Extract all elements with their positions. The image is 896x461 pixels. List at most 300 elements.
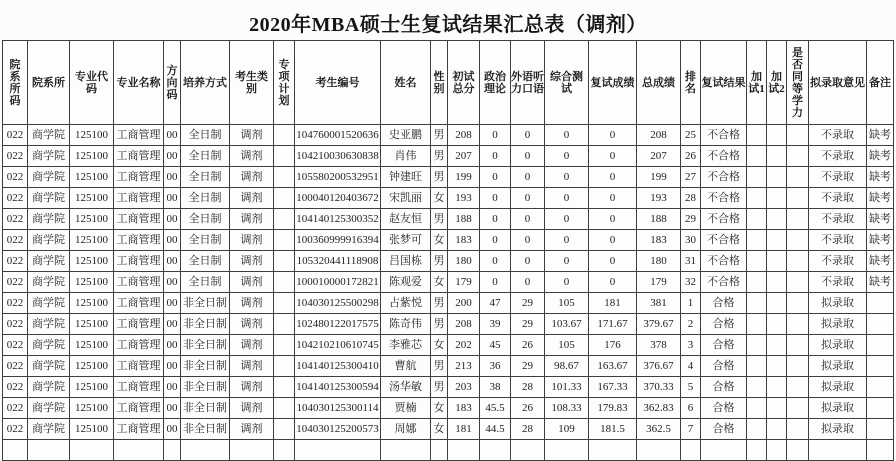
cell: 拟录取 (809, 314, 867, 335)
cell (28, 440, 70, 461)
cell: 调剂 (230, 272, 274, 293)
cell: 非全日制 (181, 377, 230, 398)
cell: 商学院 (28, 272, 70, 293)
cell: 32 (681, 272, 701, 293)
cell: 男 (431, 146, 448, 167)
cell: 陈奇伟 (381, 314, 431, 335)
cell: 0 (589, 125, 637, 146)
column-header: 院系所码 (3, 41, 28, 125)
cell (767, 398, 787, 419)
cell: 202 (448, 335, 480, 356)
cell (867, 293, 894, 314)
cell: 208 (448, 314, 480, 335)
cell (767, 356, 787, 377)
cell: 拟录取 (809, 419, 867, 440)
cell: 171.67 (589, 314, 637, 335)
cell (274, 335, 295, 356)
cell: 105320441118908 (295, 251, 381, 272)
cell (787, 146, 809, 167)
cell: 工商管理 (114, 377, 164, 398)
cell: 180 (637, 251, 681, 272)
cell: 00 (164, 251, 181, 272)
cell: 0 (589, 230, 637, 251)
cell: 2 (681, 314, 701, 335)
cell: 0 (545, 146, 589, 167)
cell (681, 440, 701, 461)
column-header: 姓名 (381, 41, 431, 125)
cell: 0 (545, 209, 589, 230)
cell (274, 419, 295, 440)
cell: 3 (681, 335, 701, 356)
cell: 104030125200573 (295, 419, 381, 440)
cell (787, 335, 809, 356)
cell: 103.67 (545, 314, 589, 335)
cell (787, 272, 809, 293)
cell (274, 209, 295, 230)
column-header: 性别 (431, 41, 448, 125)
cell: 022 (3, 167, 28, 188)
cell: 167.33 (589, 377, 637, 398)
cell: 100040120403672 (295, 188, 381, 209)
cell: 125100 (70, 356, 114, 377)
cell (767, 209, 787, 230)
cell: 00 (164, 377, 181, 398)
cell: 张梦可 (381, 230, 431, 251)
table-row (3, 356, 894, 377)
cell: 022 (3, 188, 28, 209)
cell: 调剂 (230, 314, 274, 335)
cell (114, 440, 164, 461)
cell: 男 (431, 377, 448, 398)
cell: 188 (637, 209, 681, 230)
cell: 00 (164, 335, 181, 356)
cell: 45.5 (480, 398, 511, 419)
cell: 0 (511, 146, 545, 167)
cell: 工商管理 (114, 419, 164, 440)
cell: 207 (448, 146, 480, 167)
cell: 工商管理 (114, 356, 164, 377)
cell: 0 (480, 188, 511, 209)
table-row (3, 314, 894, 335)
cell: 36 (480, 356, 511, 377)
cell (787, 398, 809, 419)
cell: 125100 (70, 335, 114, 356)
cell (274, 251, 295, 272)
cell (274, 167, 295, 188)
cell: 商学院 (28, 293, 70, 314)
table-row (3, 125, 894, 146)
cell: 362.83 (637, 398, 681, 419)
cell: 00 (164, 125, 181, 146)
cell: 208 (448, 125, 480, 146)
table-row (3, 251, 894, 272)
page-title: 2020年MBA硕士生复试结果汇总表（调剂） (249, 14, 647, 36)
cell: 钟建旺 (381, 167, 431, 188)
column-header: 初试总分 (448, 41, 480, 125)
cell: 贾楠 (381, 398, 431, 419)
cell: 0 (511, 251, 545, 272)
cell: 缺考 (867, 188, 894, 209)
cell (747, 125, 767, 146)
cell (747, 251, 767, 272)
cell (747, 335, 767, 356)
table-row-partial (3, 440, 894, 461)
cell: 022 (3, 356, 28, 377)
cell: 200 (448, 293, 480, 314)
column-header: 复试成绩 (589, 41, 637, 125)
cell: 调剂 (230, 419, 274, 440)
cell: 0 (480, 125, 511, 146)
cell: 不合格 (701, 146, 747, 167)
cell: 工商管理 (114, 335, 164, 356)
cell: 调剂 (230, 398, 274, 419)
cell: 0 (480, 167, 511, 188)
cell: 102480122017575 (295, 314, 381, 335)
cell (747, 272, 767, 293)
cell: 0 (511, 125, 545, 146)
cell (767, 314, 787, 335)
table-row (3, 146, 894, 167)
cell: 周娜 (381, 419, 431, 440)
cell (747, 419, 767, 440)
cell: 104210210610745 (295, 335, 381, 356)
cell: 104140125300594 (295, 377, 381, 398)
cell (787, 167, 809, 188)
column-header: 排名 (681, 41, 701, 125)
cell: 125100 (70, 293, 114, 314)
cell: 98.67 (545, 356, 589, 377)
cell: 44.5 (480, 419, 511, 440)
cell: 工商管理 (114, 125, 164, 146)
column-header: 加试1 (747, 41, 767, 125)
cell (747, 314, 767, 335)
cell: 合格 (701, 335, 747, 356)
cell: 女 (431, 230, 448, 251)
cell: 商学院 (28, 377, 70, 398)
cell: 0 (480, 251, 511, 272)
cell (70, 440, 114, 461)
cell: 调剂 (230, 377, 274, 398)
cell: 105580200532951 (295, 167, 381, 188)
table-row (3, 272, 894, 293)
cell: 不录取 (809, 125, 867, 146)
cell: 缺考 (867, 209, 894, 230)
cell: 拟录取 (809, 398, 867, 419)
column-header: 专项计划 (274, 41, 295, 125)
cell: 213 (448, 356, 480, 377)
cell: 47 (480, 293, 511, 314)
cell: 商学院 (28, 419, 70, 440)
cell (274, 146, 295, 167)
cell: 104210030630838 (295, 146, 381, 167)
cell: 合格 (701, 314, 747, 335)
cell: 0 (511, 209, 545, 230)
cell: 全日制 (181, 230, 230, 251)
cell: 缺考 (867, 146, 894, 167)
cell: 全日制 (181, 209, 230, 230)
cell: 109 (545, 419, 589, 440)
cell: 00 (164, 272, 181, 293)
cell: 工商管理 (114, 167, 164, 188)
cell: 调剂 (230, 125, 274, 146)
cell: 0 (480, 146, 511, 167)
cell: 181 (448, 419, 480, 440)
cell: 104760001520636 (295, 125, 381, 146)
cell: 非全日制 (181, 356, 230, 377)
cell: 199 (448, 167, 480, 188)
cell: 不录取 (809, 188, 867, 209)
cell: 非全日制 (181, 419, 230, 440)
cell: 0 (480, 230, 511, 251)
cell: 调剂 (230, 209, 274, 230)
cell: 不合格 (701, 167, 747, 188)
cell (589, 440, 637, 461)
cell: 00 (164, 293, 181, 314)
cell: 0 (545, 272, 589, 293)
cell: 104140125300352 (295, 209, 381, 230)
cell: 104030125300114 (295, 398, 381, 419)
cell: 合格 (701, 356, 747, 377)
cell: 全日制 (181, 272, 230, 293)
cell (787, 356, 809, 377)
cell: 男 (431, 314, 448, 335)
column-header: 考生编号 (295, 41, 381, 125)
cell: 商学院 (28, 188, 70, 209)
cell: 缺考 (867, 251, 894, 272)
cell: 合格 (701, 293, 747, 314)
column-header: 考生类别 (230, 41, 274, 125)
cell: 不合格 (701, 272, 747, 293)
cell (767, 419, 787, 440)
cell: 38 (480, 377, 511, 398)
cell: 女 (431, 419, 448, 440)
cell: 合格 (701, 398, 747, 419)
cell: 29 (511, 293, 545, 314)
cell (747, 188, 767, 209)
cell (787, 209, 809, 230)
table-row (3, 209, 894, 230)
cell (274, 440, 295, 461)
cell: 176 (589, 335, 637, 356)
table-row (3, 335, 894, 356)
cell (867, 398, 894, 419)
column-header: 外语听力口语 (511, 41, 545, 125)
cell: 0 (511, 188, 545, 209)
cell: 非全日制 (181, 314, 230, 335)
cell: 商学院 (28, 125, 70, 146)
cell (3, 440, 28, 461)
cell: 男 (431, 293, 448, 314)
column-header: 专业名称 (114, 41, 164, 125)
cell: 0 (545, 125, 589, 146)
cell: 105 (545, 293, 589, 314)
cell: 不录取 (809, 167, 867, 188)
cell: 吕国栋 (381, 251, 431, 272)
cell: 不合格 (701, 230, 747, 251)
cell (867, 377, 894, 398)
cell: 022 (3, 335, 28, 356)
column-header: 加试2 (767, 41, 787, 125)
cell: 28 (681, 188, 701, 209)
cell (867, 419, 894, 440)
cell: 商学院 (28, 146, 70, 167)
cell: 29 (511, 314, 545, 335)
cell: 不录取 (809, 146, 867, 167)
cell: 105 (545, 335, 589, 356)
cell (787, 230, 809, 251)
cell: 125100 (70, 314, 114, 335)
cell: 男 (431, 356, 448, 377)
cell: 28 (511, 377, 545, 398)
cell (295, 440, 381, 461)
cell (230, 440, 274, 461)
cell (747, 167, 767, 188)
cell: 5 (681, 377, 701, 398)
table-row (3, 293, 894, 314)
table-row (3, 167, 894, 188)
cell: 125100 (70, 251, 114, 272)
cell: 00 (164, 188, 181, 209)
cell: 022 (3, 314, 28, 335)
cell (767, 335, 787, 356)
column-header: 拟录取意见 (809, 41, 867, 125)
cell: 工商管理 (114, 230, 164, 251)
cell: 208 (637, 125, 681, 146)
cell (164, 440, 181, 461)
cell: 非全日制 (181, 335, 230, 356)
cell: 00 (164, 398, 181, 419)
table-row (3, 377, 894, 398)
cell: 宋凯丽 (381, 188, 431, 209)
cell: 00 (164, 356, 181, 377)
cell: 0 (589, 251, 637, 272)
cell: 工商管理 (114, 272, 164, 293)
cell: 缺考 (867, 125, 894, 146)
cell: 男 (431, 125, 448, 146)
cell (511, 440, 545, 461)
cell (867, 440, 894, 461)
cell: 379.67 (637, 314, 681, 335)
table-row (3, 188, 894, 209)
cell: 合格 (701, 377, 747, 398)
cell (701, 440, 747, 461)
cell (787, 251, 809, 272)
column-header: 院系所 (28, 41, 70, 125)
column-header: 是否同等学力 (787, 41, 809, 125)
column-header: 政治理论 (480, 41, 511, 125)
cell (767, 440, 787, 461)
cell: 00 (164, 167, 181, 188)
cell (480, 440, 511, 461)
cell: 022 (3, 146, 28, 167)
cell: 104030125500298 (295, 293, 381, 314)
cell (747, 377, 767, 398)
cell: 缺考 (867, 167, 894, 188)
cell: 193 (637, 188, 681, 209)
cell: 商学院 (28, 209, 70, 230)
cell: 0 (511, 167, 545, 188)
table-row (3, 398, 894, 419)
cell: 商学院 (28, 335, 70, 356)
cell: 李雅芯 (381, 335, 431, 356)
cell: 00 (164, 314, 181, 335)
cell: 不录取 (809, 272, 867, 293)
cell (787, 440, 809, 461)
cell (274, 377, 295, 398)
cell: 199 (637, 167, 681, 188)
cell: 0 (545, 167, 589, 188)
cell: 工商管理 (114, 293, 164, 314)
cell: 26 (511, 398, 545, 419)
cell: 30 (681, 230, 701, 251)
column-header: 备注 (867, 41, 894, 125)
cell: 022 (3, 209, 28, 230)
cell: 调剂 (230, 335, 274, 356)
cell: 商学院 (28, 167, 70, 188)
column-header: 复试结果 (701, 41, 747, 125)
cell: 拟录取 (809, 293, 867, 314)
cell: 29 (681, 209, 701, 230)
cell: 1 (681, 293, 701, 314)
cell: 不合格 (701, 188, 747, 209)
cell: 商学院 (28, 251, 70, 272)
cell: 125100 (70, 167, 114, 188)
cell: 赵友恒 (381, 209, 431, 230)
cell: 26 (511, 335, 545, 356)
cell: 163.67 (589, 356, 637, 377)
cell: 全日制 (181, 188, 230, 209)
cell (787, 293, 809, 314)
cell: 28 (511, 419, 545, 440)
cell: 不合格 (701, 251, 747, 272)
cell: 0 (589, 272, 637, 293)
cell: 125100 (70, 377, 114, 398)
cell: 370.33 (637, 377, 681, 398)
cell: 肖伟 (381, 146, 431, 167)
cell: 125100 (70, 188, 114, 209)
cell: 男 (431, 209, 448, 230)
column-header: 方向码 (164, 41, 181, 125)
cell (767, 146, 787, 167)
cell (274, 356, 295, 377)
table-body (3, 125, 894, 461)
table-row (3, 230, 894, 251)
cell: 125100 (70, 146, 114, 167)
cell (767, 377, 787, 398)
cell: 拟录取 (809, 335, 867, 356)
cell: 101.33 (545, 377, 589, 398)
column-header: 专业代码 (70, 41, 114, 125)
cell: 合格 (701, 419, 747, 440)
cell (767, 188, 787, 209)
cell: 7 (681, 419, 701, 440)
cell: 0 (480, 209, 511, 230)
cell: 0 (511, 272, 545, 293)
cell: 商学院 (28, 398, 70, 419)
cell (787, 314, 809, 335)
cell: 拟录取 (809, 377, 867, 398)
cell: 100010000172821 (295, 272, 381, 293)
cell: 不合格 (701, 125, 747, 146)
cell: 104140125300410 (295, 356, 381, 377)
column-header: 培养方式 (181, 41, 230, 125)
cell: 022 (3, 377, 28, 398)
cell (747, 440, 767, 461)
cell: 179 (637, 272, 681, 293)
cell (274, 293, 295, 314)
cell: 00 (164, 230, 181, 251)
cell: 179 (448, 272, 480, 293)
